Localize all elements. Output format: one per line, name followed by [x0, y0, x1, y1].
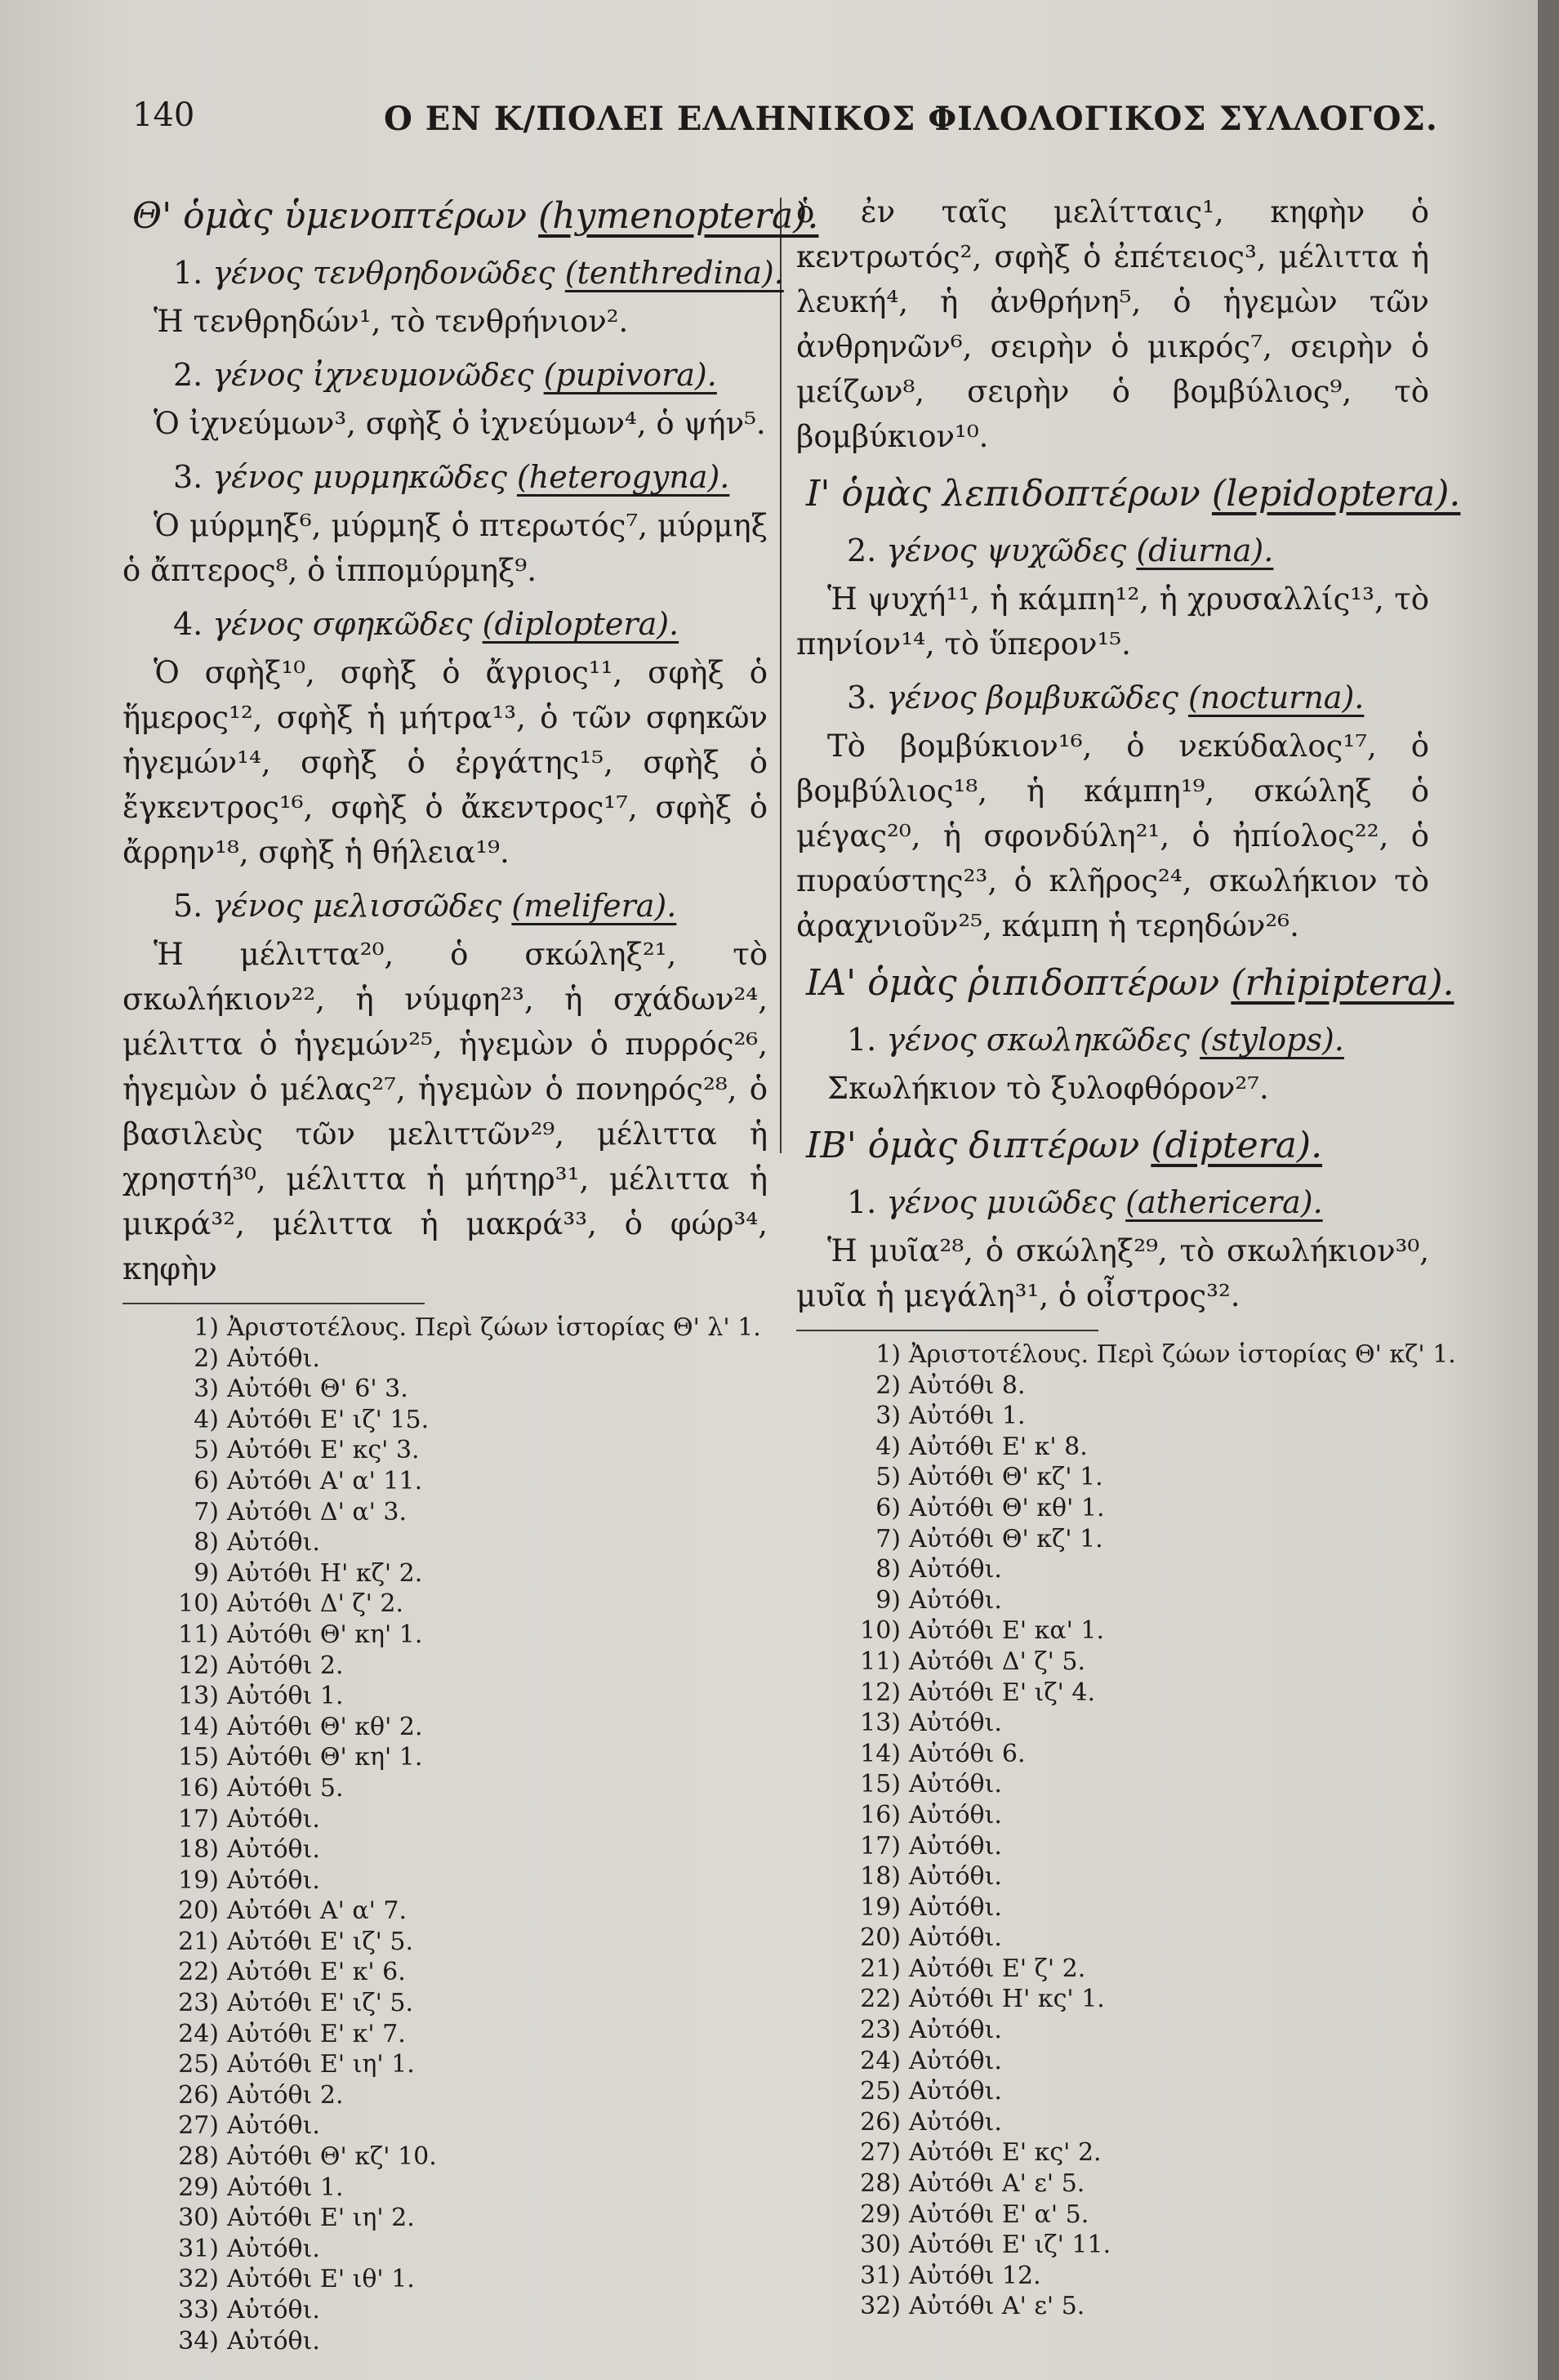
genus-number: 1. — [847, 1184, 877, 1220]
footnote-text: Αὐτόθι. — [909, 1892, 1002, 1922]
genus-greek: γένος σφηκῶδες — [212, 606, 473, 642]
footnote — [844, 1462, 1429, 1493]
footnote-number: 14) — [860, 1739, 901, 1768]
footnote-text: Αὐτόθι Ε' ζ' 2. — [909, 1954, 1086, 1983]
footnote — [844, 1585, 1429, 1616]
footnote-text: Αὐτόθι. — [227, 1804, 320, 1834]
paragraph: Ἡ μυῖα²⁸, ὁ σκώληξ²⁹, τὸ σκωλήκιον³⁰, μυῖα ἡ μεγάλη³¹, ὁ οἶστρος³². — [796, 1233, 1429, 1313]
paragraph: Σκωλήκιον τὸ ξυλοφθόρον²⁷. — [827, 1071, 1269, 1106]
footnote-number: 22) — [860, 1985, 901, 2014]
footnote — [844, 1401, 1429, 1432]
footnote — [162, 1405, 768, 1436]
footnote-number: 16) — [860, 1800, 901, 1830]
footnote-text: Αὐτόθι Θ' κζ' 10. — [227, 2142, 437, 2172]
footnote-number: 24) — [860, 2046, 901, 2075]
footnote-number: 3) — [194, 1375, 219, 1404]
footnote-number: 7) — [194, 1497, 219, 1526]
footnote-number: 12) — [860, 1678, 901, 1707]
footnote-number: 13) — [178, 1682, 219, 1711]
footnote — [162, 2173, 768, 2204]
footnote-number: 17) — [860, 1831, 901, 1861]
footnote — [844, 1708, 1429, 1739]
footnote-number: 21) — [178, 1927, 219, 1956]
page-number: 140 — [132, 96, 195, 134]
footnote — [844, 2199, 1429, 2231]
footnote — [844, 2291, 1429, 2322]
footnote-text: Αὐτόθι 1. — [227, 1682, 344, 1711]
footnote-number: 4) — [875, 1432, 901, 1461]
footnote — [162, 1681, 768, 1712]
footnote-number: 24) — [178, 2019, 219, 2048]
ordo-latin: (diptera). — [1151, 1125, 1323, 1166]
footnote-text: Αὐτόθι 8. — [909, 1371, 1026, 1400]
footnote-number: 1) — [194, 1313, 219, 1342]
footnote — [844, 1493, 1429, 1524]
footnote-number: 10) — [178, 1589, 219, 1619]
footnote-text: Αὐτόθι. — [227, 1528, 320, 1558]
footnote-text: Αὐτόθι. — [909, 1923, 1002, 1953]
footnote — [162, 1957, 768, 1988]
genus-latin: (pupivora). — [543, 357, 717, 393]
footnote-text: Αὐτόθι. — [227, 2296, 320, 2324]
genus-latin: (nocturna). — [1187, 680, 1365, 715]
footnote-number: 34) — [178, 2326, 219, 2355]
footnote-text: Αὐτόθι. — [227, 2234, 320, 2263]
footnote — [162, 1344, 768, 1375]
footnote — [162, 1865, 768, 1896]
footnotes-right — [796, 1339, 1456, 2322]
footnote-text: Αὐτόθι. — [909, 2107, 1002, 2137]
footnote-text: Αὐτόθι Ε' κ' 6. — [227, 1958, 406, 1987]
footnote — [162, 1313, 768, 1344]
footnote-number: 33) — [178, 2296, 219, 2324]
footnote-number: 22) — [178, 1958, 219, 1987]
footnote — [844, 1339, 1456, 1371]
footnote-number: 8) — [875, 1555, 901, 1584]
footnote-number: 23) — [860, 2016, 901, 2045]
footnote-text: Αὐτόθι. — [227, 1835, 320, 1865]
footnote-number: 27) — [860, 2138, 901, 2168]
genus-latin: (diploptera). — [482, 606, 679, 642]
genus-latin: (tenthredina). — [564, 255, 784, 291]
paragraph: Τὸ βομβύκιον¹⁶, ὁ νεκύδαλος¹⁷, ὁ βομβύλιος¹⁸, ἡ κάμπη¹⁹, σκώληξ ὁ μέγας²⁰, ἡ σφονδύλη²¹, ὁ ἠπίολος²², ὁ πυραύστης²³, ὁ κλῆρος²⁴, σκωλήκιον τὸ ἀραχνιοῦν²⁵, κάμπη ἡ τερηδών²⁶. — [796, 729, 1429, 943]
footnote-number: 20) — [178, 1896, 219, 1926]
footnote — [162, 2049, 768, 2080]
footnote — [844, 2046, 1429, 2077]
footnote-text: Αὐτόθι Α' ε' 5. — [909, 2292, 1085, 2321]
footnote — [844, 1923, 1429, 1954]
footnote — [162, 1927, 768, 1958]
genus-heading — [173, 883, 768, 929]
footnote-number: 5) — [194, 1436, 219, 1465]
footnote-text: Αὐτόθι Ε' κς' 3. — [227, 1436, 420, 1465]
footnote-number: 29) — [860, 2199, 901, 2229]
genus-number: 5. — [173, 888, 203, 924]
footnote-number: 28) — [178, 2142, 219, 2172]
footnote-text: Αὐτόθι. — [909, 2016, 1002, 2045]
genus-heading — [847, 528, 1429, 573]
footnote — [162, 1742, 768, 1773]
genus-latin: (heterogyna). — [516, 459, 730, 495]
genus-latin: (diurna). — [1136, 533, 1274, 568]
footnote-text: Αὐτόθι. — [909, 1862, 1002, 1892]
paragraph: Ὁ ἰχνεύμων³, σφὴξ ὁ ἰχνεύμων⁴, ὁ ψήν⁵. — [154, 406, 766, 441]
footnote-number: 29) — [178, 2173, 219, 2202]
footnote-number: 25) — [178, 2050, 219, 2079]
footnote-number: 9) — [194, 1558, 219, 1588]
left-column — [122, 189, 819, 2356]
footnote-text: Αὐτόθι Ε' ιζ' 11. — [909, 2231, 1111, 2260]
footnote-number: 3) — [875, 1402, 901, 1431]
footnote — [844, 1524, 1429, 1555]
footnote — [844, 2261, 1429, 2292]
footnote-text: Αὐτόθι. — [909, 1709, 1002, 1738]
footnote — [162, 1497, 768, 1528]
footnote — [844, 1831, 1429, 1862]
genus-number: 1. — [847, 1022, 877, 1058]
footnote-text: Αὐτόθι Ε' κ' 7. — [227, 2019, 406, 2048]
footnote-number: 16) — [178, 1773, 219, 1803]
footnote-text: Αὐτόθι Ε' ιζ' 5. — [227, 1989, 414, 2018]
footnote-number: 8) — [194, 1528, 219, 1558]
footnote-text: Αὐτόθι Ε' ιη' 1. — [227, 2050, 415, 2079]
paragraph: Ὁ σφὴξ¹⁰, σφὴξ ὁ ἄγριος¹¹, σφὴξ ὁ ἥμερος¹², σφὴξ ἡ μήτρα¹³, ὁ τῶν σφηκῶν ἡγεμών¹⁴, σφὴξ ὁ ἐργάτης¹⁵, σφὴξ ὁ ἔγκεντρος¹⁶, σφὴξ ὁ ἄκεντρος¹⁷, σφὴξ ὁ ἄρρην¹⁸, σφὴξ ἡ θήλεια¹⁹. — [122, 655, 768, 870]
footnote-text: Αὐτόθι Ε' α' 5. — [909, 2199, 1089, 2229]
footnote-number: 32) — [178, 2265, 219, 2294]
footnote — [844, 2137, 1429, 2168]
footnote-text: Αὐτόθι. — [909, 2077, 1002, 2106]
footnote — [162, 2080, 768, 2111]
footnote — [844, 1432, 1429, 1463]
ordo-heading — [806, 956, 1454, 1010]
ordo-greek: ΙΒ' ὁμὰς διπτέρων — [806, 1125, 1140, 1166]
genus-greek: γένος μυρμηκῶδες — [212, 459, 507, 495]
genus-number: 2. — [847, 533, 877, 568]
footnote-number: 9) — [875, 1585, 901, 1615]
footnote-number: 12) — [178, 1651, 219, 1680]
footnote-text: Αὐτόθι Ε' ιζ' 15. — [227, 1405, 430, 1434]
footnote-text: Αὐτόθι Θ' κη' 1. — [227, 1620, 423, 1649]
ordo-heading — [806, 467, 1461, 521]
footnote-number: 10) — [860, 1616, 901, 1646]
footnote — [162, 2019, 768, 2050]
footnote-text: Αὐτόθι 5. — [227, 1773, 344, 1803]
paragraph-continued: ὁ ἐν ταῖς μελίτταις¹, κηφὴν ὁ κεντρωτός², σφὴξ ὁ ἐπέτειος³, μέλιττα ἡ λευκή⁴, ἡ ἀνθρήνη⁵, ὁ ἡγεμὼν τῶν ἀνθρηνῶν⁶, σειρὴν ὁ μικρός⁷, σειρὴν ὁ μείζων⁸, σειρὴν ὁ βομβύλιος⁹, τὸ βομβύκιον¹⁰. — [796, 194, 1429, 454]
footnote — [162, 1527, 768, 1558]
footnote-number: 20) — [860, 1923, 901, 1953]
footnote-number: 4) — [194, 1405, 219, 1434]
footnote — [162, 1988, 768, 2019]
footnote-text: Αὐτόθι 6. — [909, 1739, 1026, 1768]
genus-number: 3. — [847, 680, 877, 715]
footnote-text: Αὐτόθι. — [909, 2046, 1002, 2075]
footnote-text: Αὐτόθι Θ' κθ' 2. — [227, 1712, 423, 1741]
genus-number: 3. — [173, 459, 203, 495]
footnote — [162, 1773, 768, 1804]
footnote-text: Αὐτόθι. — [909, 1800, 1002, 1830]
footnote — [162, 1896, 768, 1927]
footnote-number: 13) — [860, 1709, 901, 1738]
footnote-number: 11) — [860, 1647, 901, 1676]
paragraph: Ἡ ψυχή¹¹, ἡ κάμπη¹², ἡ χρυσαλλίς¹³, τὸ πηνίον¹⁴, τὸ ὕπερον¹⁵. — [796, 582, 1429, 662]
footnote-text: Αὐτόθι Δ' ζ' 2. — [227, 1589, 404, 1619]
genus-greek: γένος βομβυκῶδες — [886, 680, 1178, 715]
footnote-text: Αὐτόθι Ε' ιθ' 1. — [227, 2265, 415, 2294]
footnote — [162, 2142, 768, 2173]
footnote-number: 5) — [875, 1463, 901, 1492]
footnote — [162, 2264, 768, 2295]
footnote — [844, 1861, 1429, 1892]
page-header — [122, 96, 1438, 154]
footnote-text: Αὐτόθι 1. — [909, 1402, 1026, 1431]
footnote-rule — [122, 1303, 425, 1304]
genus-greek: γένος σκωληκῶδες — [886, 1022, 1190, 1058]
paragraph: Ὁ μύρμηξ⁶, μύρμηξ ὁ πτερωτός⁷, μύρμηξ ὁ ἄπτερος⁸, ὁ ἱππομύρμηξ⁹. — [122, 508, 768, 588]
ordo-greek: ΙΑ' ὁμὰς ῥιπιδοπτέρων — [806, 962, 1220, 1004]
footnote-text: Αὐτόθι Θ' 6' 3. — [227, 1375, 408, 1404]
ordo-greek: Θ' ὁμὰς ὑμενοπτέρων — [132, 195, 528, 237]
footnote-number: 31) — [860, 2261, 901, 2290]
genus-heading — [173, 250, 784, 296]
footnote-number: 18) — [178, 1835, 219, 1865]
genus-latin: (athericera). — [1125, 1184, 1323, 1220]
footnote — [844, 1554, 1429, 1585]
footnote — [844, 2076, 1429, 2107]
footnote-text: Αὐτόθι Θ' κη' 1. — [227, 1743, 423, 1772]
footnote — [844, 1892, 1429, 1923]
footnote-rule — [796, 1330, 1098, 1331]
footnote — [844, 1984, 1429, 2015]
footnote-text: Αὐτόθι Δ' α' 3. — [227, 1497, 408, 1526]
footnote-text: Αὐτόθι 2. — [227, 2080, 344, 2110]
footnote-text: Αὐτόθι. — [909, 1831, 1002, 1861]
ordo-heading — [806, 1119, 1429, 1173]
footnote — [844, 1954, 1429, 1985]
footnote-text: Αὐτόθι. — [909, 1770, 1002, 1799]
footnote-text: Αὐτόθι. — [909, 1585, 1002, 1615]
genus-latin: (stylops). — [1200, 1022, 1344, 1058]
footnote-text: Αὐτόθι Δ' ζ' 5. — [909, 1647, 1086, 1676]
footnote-text: Αὐτόθι Η' κς' 1. — [909, 1985, 1105, 2014]
footnote — [162, 2234, 768, 2265]
genus-heading — [173, 454, 768, 500]
footnote-number: 18) — [860, 1862, 901, 1892]
footnote-text: Αὐτόθι 2. — [227, 1651, 344, 1680]
footnote — [162, 2326, 768, 2357]
footnote — [844, 2107, 1429, 2138]
footnote-text: Αὐτόθι Η' κζ' 2. — [227, 1558, 423, 1588]
ordo-latin: (rhipiptera). — [1231, 962, 1454, 1004]
footnote — [844, 1616, 1429, 1647]
footnote — [844, 2015, 1429, 2046]
footnote — [844, 1739, 1429, 1770]
running-head: Ο ΕΝ Κ/ΠΟΛΕΙ ΕΛΛΗΝΙΚΟΣ ΦΙΛΟΛΟΓΙΚΟΣ ΣΥΛΛΟΓΟΣ. — [384, 100, 1438, 138]
right-column — [796, 189, 1461, 2322]
ordo-latin: (hymenoptera). — [538, 195, 819, 237]
footnote-text: Αὐτόθι Α' α' 11. — [227, 1466, 423, 1495]
footnote-number: 21) — [860, 1954, 901, 1983]
genus-latin: (melifera). — [511, 888, 677, 924]
genus-heading — [173, 352, 768, 398]
footnote-number: 30) — [860, 2231, 901, 2260]
footnote-text: Αὐτόθι. — [909, 1555, 1002, 1584]
footnote-text: Αὐτόθι Θ' κζ' 1. — [909, 1524, 1103, 1553]
footnote — [844, 2230, 1429, 2261]
genus-number: 2. — [173, 357, 203, 393]
footnotes-left — [122, 1313, 768, 2356]
footnote-text: Αὐτόθι Ε' κ' 8. — [909, 1432, 1088, 1461]
footnote-text: Αὐτόθι Ε' κς' 2. — [909, 2138, 1102, 2168]
footnote — [844, 1647, 1429, 1678]
page-edge-shadow — [1538, 0, 1559, 2380]
footnote — [162, 1558, 768, 1589]
footnote-number: 19) — [860, 1892, 901, 1922]
footnote-text: Αὐτόθι Θ' κθ' 1. — [909, 1493, 1105, 1522]
genus-heading — [847, 1017, 1429, 1063]
footnote-number: 6) — [875, 1493, 901, 1522]
genus-heading — [847, 1179, 1429, 1225]
genus-number: 4. — [173, 606, 203, 642]
footnote-text: Ἀριστοτέλους. Περὶ ζώων ἱστορίας Θ' λ' 1. — [227, 1313, 761, 1342]
footnote — [844, 1678, 1429, 1709]
footnote-text: Αὐτόθι Ε' ιη' 2. — [227, 2204, 415, 2233]
footnote — [162, 1804, 768, 1835]
footnote — [844, 1371, 1429, 1402]
footnote-number: 7) — [875, 1524, 901, 1553]
footnote-text: Αὐτόθι Α' ε' 5. — [909, 2169, 1085, 2199]
footnote — [162, 1712, 768, 1743]
footnote-number: 25) — [860, 2077, 901, 2106]
footnote-text: Αὐτόθι. — [227, 1865, 320, 1895]
footnote-number: 31) — [178, 2234, 219, 2263]
genus-greek: γένος μυιῶδες — [886, 1184, 1116, 1220]
footnote-number: 15) — [178, 1743, 219, 1772]
footnote-number: 15) — [860, 1770, 901, 1799]
column-divider — [780, 198, 782, 1153]
footnote-number: 19) — [178, 1865, 219, 1895]
footnote — [162, 2110, 768, 2142]
ordo-heading — [132, 189, 819, 243]
footnote-number: 30) — [178, 2204, 219, 2233]
footnote-number: 6) — [194, 1466, 219, 1495]
genus-number: 1. — [173, 255, 203, 291]
footnote — [162, 1651, 768, 1682]
genus-heading — [173, 601, 768, 647]
footnote-text: Αὐτόθι Ε' ιζ' 4. — [909, 1678, 1096, 1707]
footnote-number: 26) — [178, 2080, 219, 2110]
footnote-number: 27) — [178, 2111, 219, 2141]
paragraph: Ἡ τενθρηδών¹, τὸ τενθρήνιον². — [154, 304, 629, 339]
footnote — [162, 1435, 768, 1466]
genus-greek: γένος ψυχῶδες — [886, 533, 1127, 568]
footnote-text: Αὐτόθι Θ' κζ' 1. — [909, 1463, 1103, 1492]
footnote-text: Αὐτόθι. — [227, 1344, 320, 1373]
footnote-number: 2) — [194, 1344, 219, 1373]
footnote-number: 17) — [178, 1804, 219, 1834]
footnote — [844, 2168, 1429, 2199]
footnote — [844, 1769, 1429, 1800]
footnote-number: 2) — [875, 1371, 901, 1400]
genus-heading — [847, 675, 1429, 720]
footnote — [162, 2295, 768, 2326]
footnote-number: 11) — [178, 1620, 219, 1649]
ordo-latin: (lepidoptera). — [1211, 473, 1461, 515]
footnote — [162, 1589, 768, 1620]
footnote — [162, 1620, 768, 1651]
footnote — [162, 1374, 768, 1405]
footnote — [162, 1466, 768, 1497]
footnote-text: Αὐτόθι. — [227, 2111, 320, 2141]
footnote — [162, 2203, 768, 2234]
footnote-text: Αὐτόθι Ε' ιζ' 5. — [227, 1927, 414, 1956]
footnote-number: 28) — [860, 2169, 901, 2199]
footnote — [844, 1800, 1429, 1831]
footnote-number: 14) — [178, 1712, 219, 1741]
genus-greek: γένος τενθρηδονῶδες — [212, 255, 555, 291]
paragraph: Ἡ μέλιττα²⁰, ὁ σκώληξ²¹, τὸ σκωλήκιον²², ἡ νύμφη²³, ἡ σχάδων²⁴, μέλιττα ὁ ἡγεμών²⁵, ἡγεμὼν ὁ πυρρός²⁶, ἡγεμὼν ὁ μέλας²⁷, ἡγεμὼν ὁ πονηρός²⁸, ὁ βασιλεὺς τῶν μελιττῶν²⁹, μέλιττα ἡ χρηστή³⁰, μέλιττα ἡ μήτηρ³¹, μέλιττα ἡ μικρά³², μέλιττα ἡ μακρά³³, ὁ φώρ³⁴, κηφὴν — [122, 937, 768, 1286]
footnote-number: 32) — [860, 2292, 901, 2321]
footnote-text: Αὐτόθι 1. — [227, 2173, 344, 2202]
footnote-number: 26) — [860, 2107, 901, 2137]
footnote-text: Αὐτόθι Α' α' 7. — [227, 1896, 408, 1926]
footnote-number: 23) — [178, 1989, 219, 2018]
genus-greek: γένος μελισσῶδες — [212, 888, 502, 924]
footnote-text: Αὐτόθι. — [227, 2326, 320, 2355]
ordo-greek: Ι' ὁμὰς λεπιδοπτέρων — [806, 473, 1200, 515]
footnote — [162, 1834, 768, 1865]
footnote-number: 1) — [875, 1340, 901, 1369]
footnote-text: Αὐτόθι Ε' κα' 1. — [909, 1616, 1105, 1646]
footnote-text: Ἀριστοτέλους. Περὶ ζώων ἱστορίας Θ' κζ' 1. — [909, 1340, 1456, 1369]
footnote-text: Αὐτόθι 12. — [909, 2261, 1041, 2290]
genus-greek: γένος ἰχνευμονῶδες — [212, 357, 534, 393]
